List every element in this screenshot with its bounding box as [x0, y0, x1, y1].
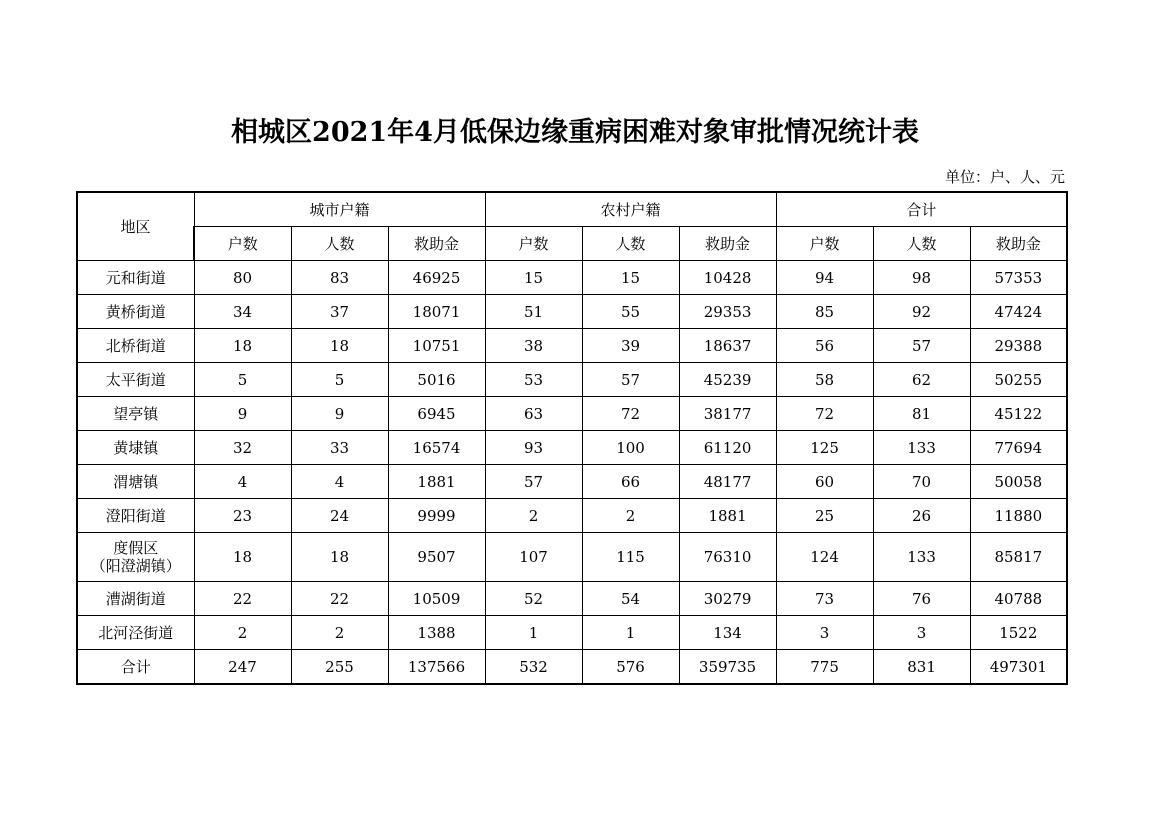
table-cell: 55 — [582, 295, 679, 329]
table-cell: 38177 — [679, 397, 776, 431]
table-cell: 831 — [873, 650, 970, 685]
table-cell: 18071 — [388, 295, 485, 329]
unit-label: 单位：户、人、元 — [944, 168, 1065, 186]
table-cell: 39 — [582, 329, 679, 363]
table-cell: 77694 — [970, 431, 1067, 465]
table-cell: 57353 — [970, 261, 1067, 295]
header-sub-persons: 人数 — [582, 227, 679, 261]
table-cell: 16574 — [388, 431, 485, 465]
table-cell: 1388 — [388, 616, 485, 650]
row-area: 北河泾街道 — [77, 616, 194, 650]
table-cell: 15 — [485, 261, 582, 295]
table-cell: 2 — [194, 616, 291, 650]
table-cell: 4 — [291, 465, 388, 499]
table-cell: 247 — [194, 650, 291, 685]
table-cell: 45122 — [970, 397, 1067, 431]
table-cell: 30279 — [679, 582, 776, 616]
table-cell: 76 — [873, 582, 970, 616]
table-row — [77, 397, 1067, 431]
header-sub-households: 户数 — [776, 227, 873, 261]
table-cell: 3 — [776, 616, 873, 650]
header-group-urban: 城市户籍 — [194, 192, 485, 227]
table-cell: 125 — [776, 431, 873, 465]
table-row — [77, 295, 1067, 329]
table-cell: 18 — [291, 329, 388, 363]
table-cell: 50255 — [970, 363, 1067, 397]
table-cell: 100 — [582, 431, 679, 465]
table-row — [77, 261, 1067, 295]
header-group-rural: 农村户籍 — [485, 192, 776, 227]
row-area: 元和街道 — [77, 261, 194, 295]
table-cell: 29353 — [679, 295, 776, 329]
table-cell: 124 — [776, 533, 873, 582]
table-cell: 70 — [873, 465, 970, 499]
row-area: 渭塘镇 — [77, 465, 194, 499]
table-row — [77, 533, 1067, 582]
table-row — [77, 465, 1067, 499]
table-row — [77, 329, 1067, 363]
row-area: 度假区 （阳澄湖镇） — [77, 533, 194, 582]
row-area: 漕湖街道 — [77, 582, 194, 616]
table-cell: 6945 — [388, 397, 485, 431]
row-area: 北桥街道 — [77, 329, 194, 363]
table-cell: 37 — [291, 295, 388, 329]
table-cell: 1 — [485, 616, 582, 650]
row-area: 合计 — [77, 650, 194, 685]
header-sub-households: 户数 — [194, 227, 291, 261]
header-sub-persons: 人数 — [291, 227, 388, 261]
table-cell: 94 — [776, 261, 873, 295]
table-cell: 72 — [582, 397, 679, 431]
table-cell: 73 — [776, 582, 873, 616]
table-cell: 5 — [291, 363, 388, 397]
row-area: 太平街道 — [77, 363, 194, 397]
table-cell: 9999 — [388, 499, 485, 533]
table-cell: 497301 — [970, 650, 1067, 685]
table-cell: 47424 — [970, 295, 1067, 329]
statistics-table — [76, 191, 1068, 685]
header-sub-amount: 救助金 — [970, 227, 1067, 261]
table-cell: 34 — [194, 295, 291, 329]
header-row-sub — [77, 227, 1067, 261]
table-cell: 81 — [873, 397, 970, 431]
table-cell: 98 — [873, 261, 970, 295]
table-cell: 56 — [776, 329, 873, 363]
table-cell: 72 — [776, 397, 873, 431]
table-cell: 52 — [485, 582, 582, 616]
table-cell: 9 — [194, 397, 291, 431]
table-cell: 58 — [776, 363, 873, 397]
table-cell: 5 — [194, 363, 291, 397]
table-cell: 62 — [873, 363, 970, 397]
table-cell: 10428 — [679, 261, 776, 295]
header-area: 地区 — [77, 192, 194, 261]
table-cell: 1881 — [679, 499, 776, 533]
header-sub-amount: 救助金 — [388, 227, 485, 261]
table-cell: 3 — [873, 616, 970, 650]
header-sub-amount: 救助金 — [679, 227, 776, 261]
table-cell: 57 — [873, 329, 970, 363]
table-cell: 775 — [776, 650, 873, 685]
table-cell: 133 — [873, 431, 970, 465]
table-cell: 93 — [485, 431, 582, 465]
table-cell: 33 — [291, 431, 388, 465]
table-cell: 10751 — [388, 329, 485, 363]
table-cell: 11880 — [970, 499, 1067, 533]
table-cell: 51 — [485, 295, 582, 329]
table-cell: 22 — [194, 582, 291, 616]
table-cell: 115 — [582, 533, 679, 582]
table-cell: 9507 — [388, 533, 485, 582]
table-cell: 40788 — [970, 582, 1067, 616]
table-cell: 137566 — [388, 650, 485, 685]
table-cell: 134 — [679, 616, 776, 650]
table-row — [77, 363, 1067, 397]
table-cell: 38 — [485, 329, 582, 363]
table-cell: 32 — [194, 431, 291, 465]
table-cell: 23 — [194, 499, 291, 533]
row-area: 澄阳街道 — [77, 499, 194, 533]
table-cell: 26 — [873, 499, 970, 533]
table-cell: 18637 — [679, 329, 776, 363]
table-cell: 532 — [485, 650, 582, 685]
table-cell: 60 — [776, 465, 873, 499]
table-cell: 576 — [582, 650, 679, 685]
table-cell: 83 — [291, 261, 388, 295]
table-cell: 10509 — [388, 582, 485, 616]
row-area: 望亭镇 — [77, 397, 194, 431]
table-cell: 5016 — [388, 363, 485, 397]
table-cell: 2 — [582, 499, 679, 533]
table-cell: 133 — [873, 533, 970, 582]
table-cell: 63 — [485, 397, 582, 431]
table-cell: 92 — [873, 295, 970, 329]
table-cell: 9 — [291, 397, 388, 431]
table-total-row — [77, 650, 1067, 685]
table-cell: 45239 — [679, 363, 776, 397]
table-cell: 18 — [194, 533, 291, 582]
header-sub-persons: 人数 — [873, 227, 970, 261]
table-row — [77, 582, 1067, 616]
table-cell: 46925 — [388, 261, 485, 295]
table-cell: 1522 — [970, 616, 1067, 650]
table-cell: 2 — [485, 499, 582, 533]
table-cell: 29388 — [970, 329, 1067, 363]
table-cell: 57 — [485, 465, 582, 499]
table-cell: 4 — [194, 465, 291, 499]
table-cell: 53 — [485, 363, 582, 397]
row-area: 黄埭镇 — [77, 431, 194, 465]
table-cell: 50058 — [970, 465, 1067, 499]
table-cell: 85 — [776, 295, 873, 329]
header-group-total: 合计 — [776, 192, 1067, 227]
table-cell: 76310 — [679, 533, 776, 582]
row-area: 黄桥街道 — [77, 295, 194, 329]
header-sub-households: 户数 — [485, 227, 582, 261]
table-cell: 18 — [291, 533, 388, 582]
table-cell: 359735 — [679, 650, 776, 685]
page-title: 相城区2021年4月低保边缘重病困难对象审批情况统计表 — [231, 117, 919, 148]
table-cell: 15 — [582, 261, 679, 295]
table-cell: 2 — [291, 616, 388, 650]
table-cell: 18 — [194, 329, 291, 363]
table-cell: 1 — [582, 616, 679, 650]
table-cell: 54 — [582, 582, 679, 616]
table-cell: 57 — [582, 363, 679, 397]
table-cell: 1881 — [388, 465, 485, 499]
table-row — [77, 616, 1067, 650]
table-cell: 80 — [194, 261, 291, 295]
table-cell: 25 — [776, 499, 873, 533]
table-cell: 66 — [582, 465, 679, 499]
table-cell: 48177 — [679, 465, 776, 499]
table-cell: 61120 — [679, 431, 776, 465]
header-row-groups — [77, 192, 1067, 227]
table-cell: 107 — [485, 533, 582, 582]
table-cell: 255 — [291, 650, 388, 685]
table-row — [77, 499, 1067, 533]
table-cell: 24 — [291, 499, 388, 533]
table-cell: 85817 — [970, 533, 1067, 582]
table-row — [77, 431, 1067, 465]
table-cell: 22 — [291, 582, 388, 616]
